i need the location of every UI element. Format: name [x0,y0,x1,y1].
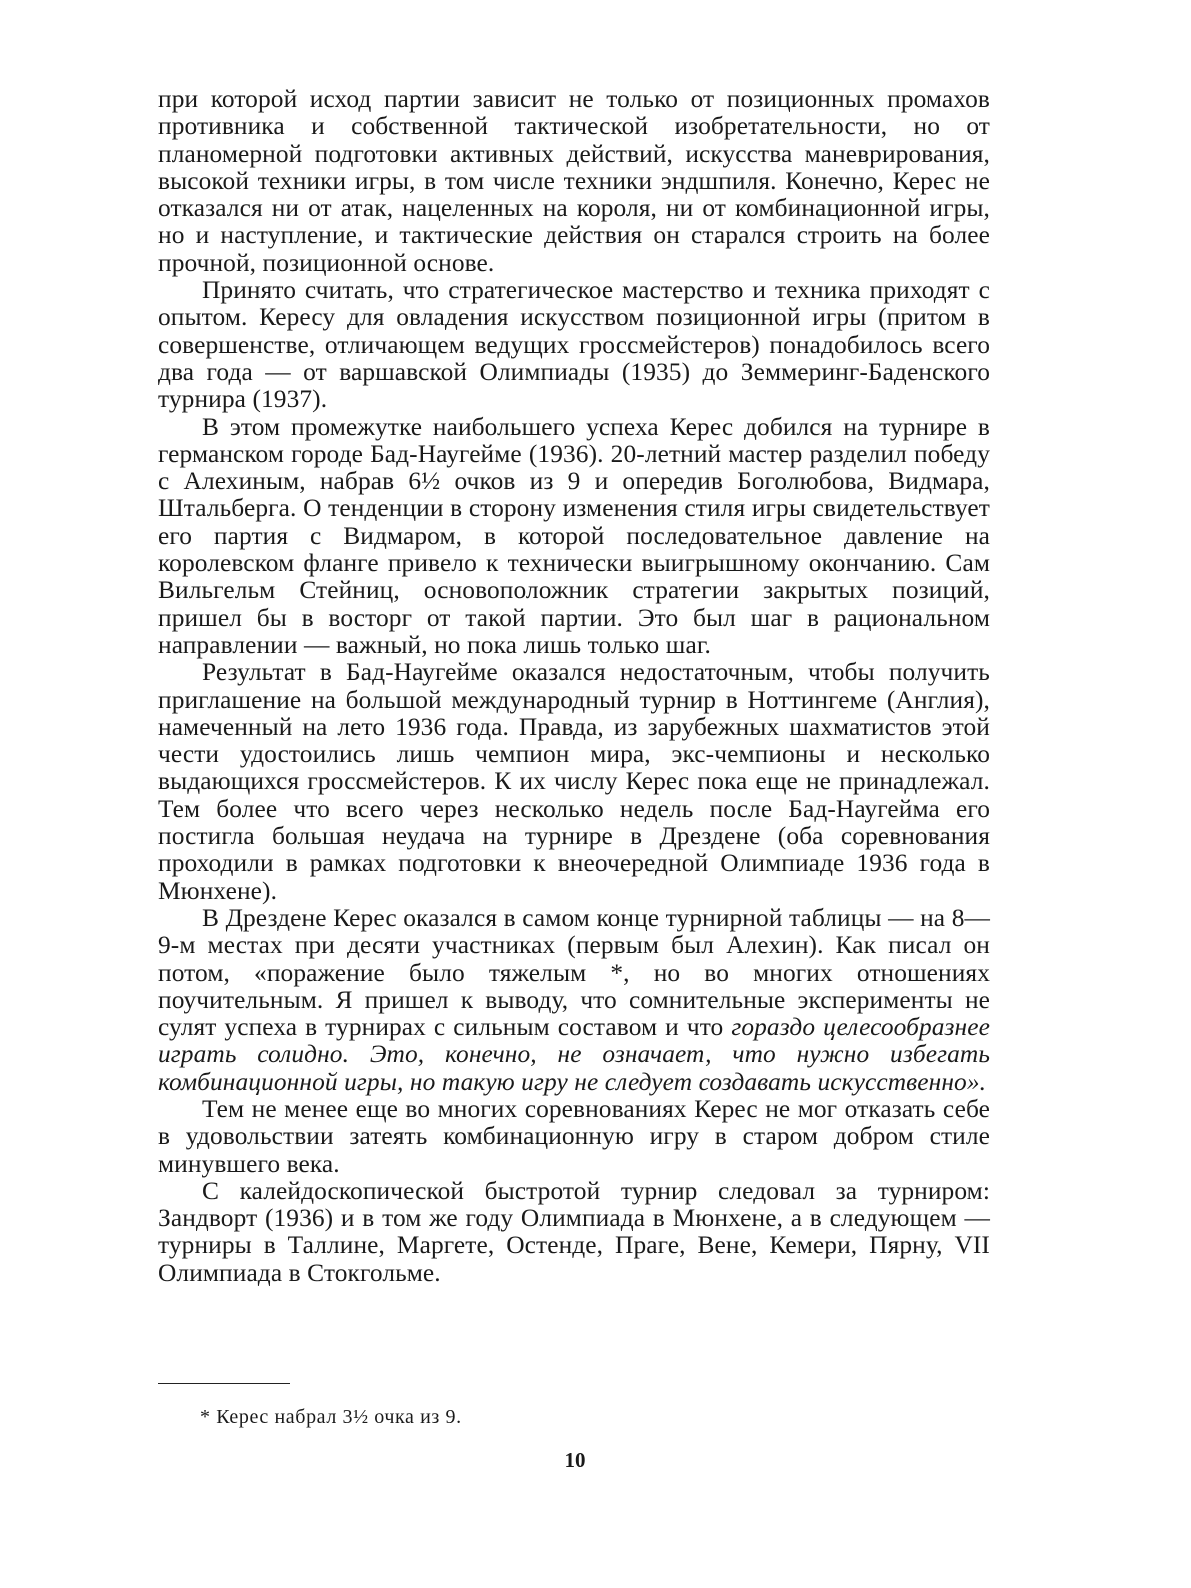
paragraph-5-italic: гораздо целесообразнее играть солидно. Это, конечно, не означает, что нужно избегать комбинационной игры, но такую игру не следует создавать искусственно». [158,1013,990,1096]
paragraph-5-plain: В Дрездене Керес оказался в самом конце турнирной таблицы — на 8—9-м местах при десяти участниках (первым был Алехин). Как писал он потом, «поражение было тяжелым *, но во многих отношениях поучительным. Я пришел к выводу, что сомнительные эксперименты не сулят успеха в турнирах с сильным составом и что [158,903,990,1042]
paragraph-5 [158,905,990,1096]
footnote: * Керес набрал 3½ очка из 9. [200,1406,462,1428]
paragraph-7: С калейдоскопической быстротой турнир следовал за турниром: Зандворт (1936) и в том же году Олимпиада в Мюнхене, а в следующем — турниры в Таллине, Маргете, Остенде, Праге, Вене, Кемери, Пярну, VII Олимпиада в Стокгольме. [158,1176,990,1287]
paragraph-1: при которой исход партии зависит не только от позиционных промахов противника и собственной тактической изобретательности, но от планомерной подготовки активных действий, искусства маневрирования, высокой техники игры, в том числе техники эндшпиля. Конечно, Керес не отказался ни от атак, нацеленных на короля, ни от комбинационной игры, но и наступление, и тактические действия он старался строить на более прочной, позиционной основе. [158,85,990,277]
paragraph-3: В этом промежутке наибольшего успеха Керес добился на турнире в германском городе Бад-Наугейме (1936). 20-летний мастер разделил победу с Алехиным, набрав 6½ очков из 9 и опередив Боголюбова, Видмара, Штальберга. О тенденции в сторону изменения стиля игры свидетельствует его партия с Видмаром, в которой последовательное давление на королевском фланге привело к технически выигрышному окончанию. Сам Вильгельм Стейниц, основоположник стратегии закрытых позиций, пришел бы в восторг от такой партии. Это был шаг в рациональном направлении — важный, но пока лишь только шаг. [158,412,990,659]
footnote-divider [158,1383,290,1384]
paragraph-6: Тем не менее еще во многих соревнованиях Керес не мог отказать себе в удовольствии затеять комбинационную игру в старом добром стиле минувшего века. [158,1094,990,1178]
page-body [158,86,990,1287]
paragraph-2: Принято считать, что стратегическое мастерство и техника приходят с опытом. Кересу для овладения искусством позиционной игры (притом в совершенстве, отличающем ведущих гроссмейстеров) понадобилось всего два года — от варшавской Олимпиады (1935) до Земмеринг-Баденского турнира (1937). [158,276,990,414]
page-number: 10 [564,1448,586,1472]
paragraph-4: Результат в Бад-Наугейме оказался недостаточным, чтобы получить приглашение на большой международный турнир в Ноттингеме (Англия), намеченный на лето 1936 года. Правда, из зарубежных шахматистов этой чести удостоились лишь чемпион мира, экс-чемпионы и несколько выдающихся гроссмейстеров. К их числу Керес пока еще не принадлежал. Тем более что всего через несколько недель после Бад-Наугейма его постигла большая неудача на турнире в Дрездене (оба соревнования проходили в рамках подготовки к внеочередной Олимпиаде 1936 года в Мюнхене). [158,658,990,905]
